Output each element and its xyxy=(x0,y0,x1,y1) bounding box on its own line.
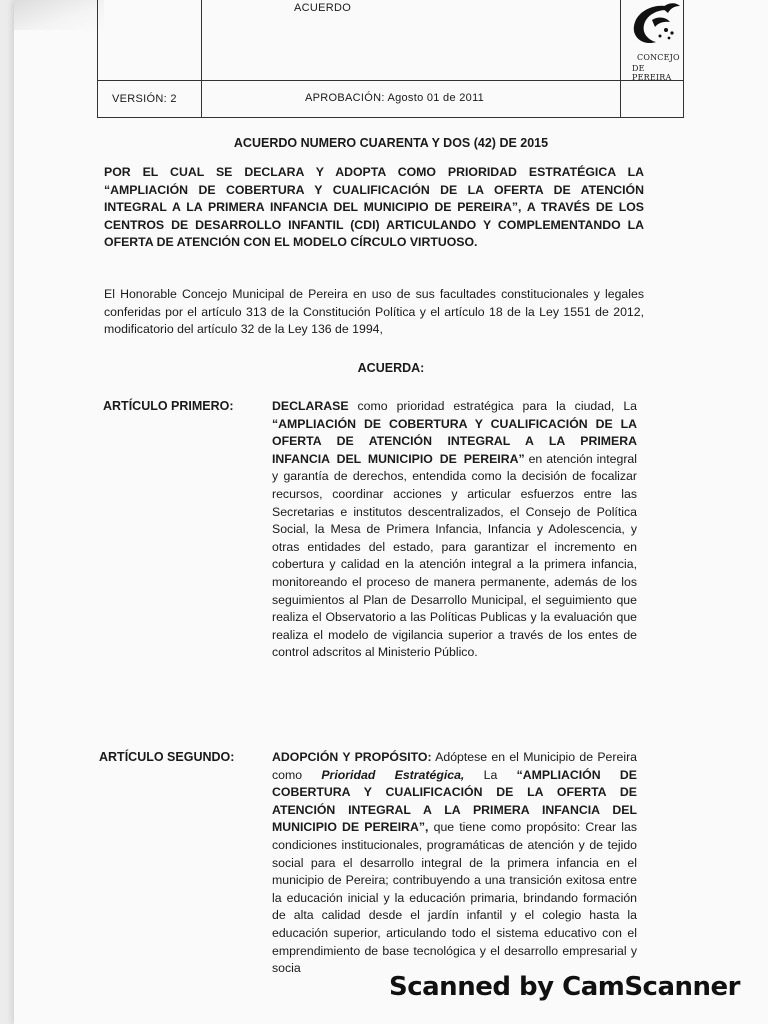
article-1-rest: en atención integral y garantía de derechos, entendida como la decisión de focalizar recursos, coordinar acciones y articular esfuerzos entre las Secretarias e institutos descentralizados, el Consejo de Política Social, la Mesa de Primera Infancia, Infancia y Adolescencia, y otras entidades del estado, para garantizar el incremento en cobertura y calidad en la atención integral a la primera infancia, monitoreando el proceso de manera permanente, además de los seguimientos al Plan de Desarrollo Municipal, el seguimiento que realiza el Observatorio a las Políticas Publicas y la evaluación que realiza el modelo de vigilancia superior a través de los entes de control adscritos al Ministerio Público. xyxy=(272,451,637,660)
logo-text-pereira: DE PEREIRA xyxy=(632,64,672,82)
concejo-logo xyxy=(622,0,684,80)
article-1-lead-text: como prioridad estratégica para la ciudad, La xyxy=(348,399,637,413)
camscanner-watermark: Scanned by CamScanner xyxy=(389,972,740,1002)
logo-text-concejo: CONCEJO xyxy=(637,53,680,62)
acuerda-heading: ACUERDA: xyxy=(357,361,425,375)
article-1-lead: DECLARASE xyxy=(272,399,349,413)
article-2-label: ARTÍCULO SEGUNDO: xyxy=(99,750,235,764)
article-2-mid: La xyxy=(464,767,517,782)
document-title: ACUERDO NUMERO CUARENTA Y DOS (42) DE 2015 xyxy=(233,136,549,150)
concejo-emblem-icon xyxy=(622,0,684,52)
header-approval: APROBACIÓN: Agosto 01 de 2011 xyxy=(305,92,485,104)
document-intro: El Honorable Concejo Municipal de Pereira en uso de sus facultades constitucionales y legales conferidas por el artículo 313 de la Constitución Política y el artículo 18 de la Ley 1551 de 2012, modificatorio del artículo 32 de la Ley 136 de 1994, xyxy=(104,287,644,336)
page-fold-shadow xyxy=(14,0,104,30)
article-2-italic: Prioridad Estratégica, xyxy=(321,767,465,782)
article-2-lead: ADOPCIÓN Y PROPÓSITO: xyxy=(272,750,432,764)
header-title: ACUERDO xyxy=(294,2,352,14)
article-2-rest: que tiene como propósito: Crear las condiciones institucionales, programáticas de atención y de tejido social para el desarrollo integral de la primera infancia en el municipio de Pereira; contribuyendo a una transición exitosa entre la educación inicial y la educación primaria, brindando formación de alta calidad desde el jardín infantil y el colegio hasta la educación superior, articulando todo el sistema educativo con el emprendimiento de base tecnológica y el desarrollo empresarial y socia xyxy=(272,820,637,976)
article-2-body xyxy=(272,749,637,978)
article-1-label: ARTÍCULO PRIMERO: xyxy=(103,399,234,413)
article-2-lead-text: Adóptese en el Municipio de Pereira como xyxy=(272,750,637,782)
article-1-quote: “AMPLIACIÓN DE COBERTURA Y CUALIFICACIÓN DE LA OFERTA DE ATENCIÓN INTEGRAL A LA PRIMERA INFANCIA DEL MUNICIPIO DE PEREIRA” xyxy=(272,416,637,466)
article-2-quote: “AMPLIACIÓN DE COBERTURA Y CUALIFICACIÓN DE LA OFERTA DE ATENCIÓN INTEGRAL A LA PRIMERA INFANCIA DEL MUNICIPIO DE PEREIRA”, xyxy=(272,767,637,835)
header-table xyxy=(97,0,684,118)
document-page xyxy=(14,0,768,1024)
document-preamble: POR EL CUAL SE DECLARA Y ADOPTA COMO PRIORIDAD ESTRATÉGICA LA “AMPLIACIÓN DE COBERTURA Y CUALIFICACIÓN DE LA OFERTA DE ATENCIÓN INTEGRAL A LA PRIMERA INFANCIA DEL MUNICIPIO DE PEREIRA”, A TRAVÉS DE LOS CENTROS DE DESARROLLO INFANTIL (CDI) ARTICULANDO Y COMPLEMENTANDO LA OFERTA DE ATENCIÓN CON EL MODELO CÍRCULO VIRTUOSO. xyxy=(104,165,644,249)
header-version: VERSIÓN: 2 xyxy=(112,93,177,105)
article-1-body xyxy=(272,398,637,662)
